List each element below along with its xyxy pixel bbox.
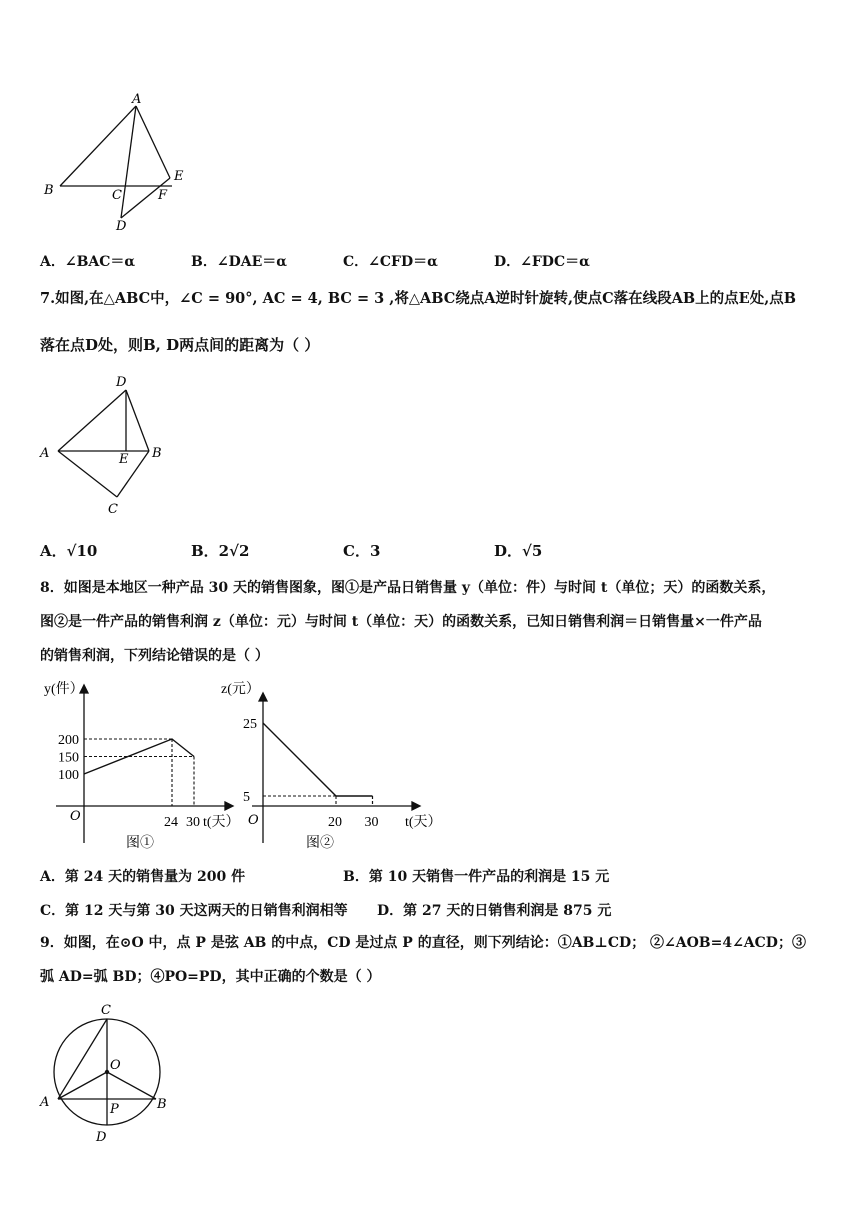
chart1-ylabel: y(件） (44, 682, 84, 697)
q9-question-line1: 9．如图，在⊙O 中，点 P 是弦 AB 的中点，CD 是过点 P 的直径，则下列结论：①AB⊥CD； ②∠AOB=4∠ACD；③ (40, 935, 806, 951)
q6-label-e: E (174, 169, 184, 184)
chart1-ytick-200: 200 (58, 733, 79, 749)
q8-option-d: D．第 27 天的日销售利润是 875 元 (377, 903, 612, 919)
q6-option-a: A．∠BAC＝α (40, 254, 136, 270)
chart2-title: 图② (306, 836, 334, 851)
chart2-ytick-5: 5 (243, 789, 250, 805)
chart1-origin: O (70, 809, 81, 824)
q7-question-line2: 落在点D处，则B, D两点间的距离为（ ） (40, 336, 320, 354)
q6-label-f: F (158, 188, 168, 203)
q6-label-d: D (116, 219, 127, 234)
q7-option-c: C．3 (343, 542, 381, 560)
q9-label-o: O (110, 1058, 121, 1073)
q8-question-line3: 的销售利润，下列结论错误的是（ ） (40, 648, 269, 664)
q9-question-line2: 弧 AD=弧 BD；④PO=PD，其中正确的个数是（ ） (40, 969, 381, 985)
q8-question-line2: 图②是一件产品的销售利润 z（单位：元）与时间 t（单位：天）的函数关系，已知日销售利润＝日销售量×一件产品 (40, 614, 762, 630)
q9-label-p: P (110, 1102, 119, 1117)
chart2-ylabel: z(元） (221, 682, 260, 697)
chart1-ytick-100: 100 (58, 768, 79, 784)
chart1-ytick-150: 150 (58, 750, 79, 766)
chart2-ytick-25: 25 (243, 716, 257, 732)
q6-label-b: B (44, 183, 54, 198)
q9-label-a: A (40, 1095, 50, 1110)
q7-option-a: A．√10 (40, 542, 98, 560)
q6-option-c: C．∠CFD＝α (343, 254, 438, 270)
chart2-xtick-30: 30 (364, 815, 379, 830)
chart1-xlabel: t(天） (203, 815, 240, 830)
q6-option-b: B．∠DAE＝α (191, 254, 288, 270)
q8-option-b: B．第 10 天销售一件产品的利润是 15 元 (343, 869, 610, 885)
q8-option-c: C．第 12 天与第 30 天这两天的日销售利润相等 (40, 903, 348, 919)
q7-label-d: D (116, 375, 127, 390)
q9-label-d: D (96, 1130, 107, 1145)
chart2-xlabel: t(天） (405, 815, 442, 830)
q7-label-e: E (119, 452, 129, 467)
q7-label-b: B (152, 446, 162, 461)
chart1-title: 图① (126, 836, 154, 851)
q7-option-d: D．√5 (494, 542, 543, 560)
q7-label-c: C (108, 502, 118, 517)
q9-label-c: C (101, 1003, 111, 1018)
q7-question-line1: 7.如图,在△ABC中，∠C = 90°, AC = 4, BC = 3 ,将△ABC绕点A逆时针旋转,使点C落在线段AB上的点E处,点B (40, 290, 796, 307)
chart2-xtick-20: 20 (328, 815, 342, 830)
q6-option-d: D．∠FDC＝α (494, 254, 590, 270)
q9-label-b: B (157, 1097, 167, 1112)
chart1-xtick-24: 24 (164, 815, 178, 830)
q8-option-a: A．第 24 天的销售量为 200 件 (40, 869, 246, 885)
q7-label-a: A (40, 446, 50, 461)
q7-option-b: B．2√2 (191, 542, 250, 560)
q6-label-c: C (112, 188, 122, 203)
chart1-xtick-30: 30 (186, 815, 200, 830)
chart2-origin: O (248, 813, 259, 828)
q6-label-a: A (132, 92, 142, 107)
q8-question-line1: 8．如图是本地区一种产品 30 天的销售图象，图①是产品日销售量 y（单位：件）与时间 t（单位；天）的函数关系， (40, 580, 776, 596)
